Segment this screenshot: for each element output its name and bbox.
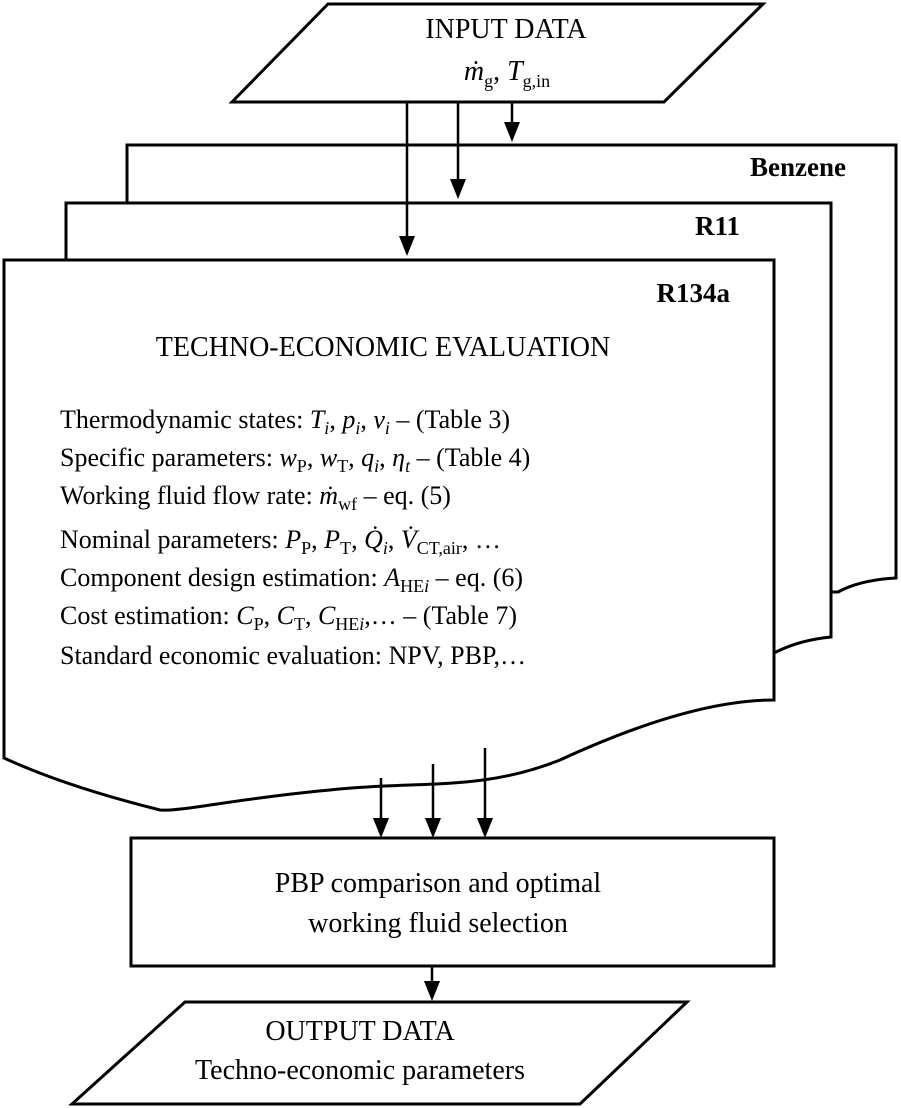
arrow-selection-to-output — [424, 966, 440, 1001]
output-data-title: OUTPUT DATA — [265, 1016, 455, 1047]
r134a-label: R134a — [656, 278, 730, 308]
input-variables: ṁ$_g$, $T_{g,in}$ — [463, 56, 551, 91]
output-data-subtitle: Techno-economic parameters — [195, 1055, 525, 1086]
evaluation-line-specific: Specific parameters: $w_P$, $w_T$, $q_i$, $\eta_t$ – (Table 4) — [60, 443, 531, 476]
r11-label: R11 — [694, 211, 740, 241]
evaluation-heading: TECHNO-ECONOMIC EVALUATION — [155, 332, 611, 363]
selection-line-1: PBP comparison and optimal — [274, 868, 602, 899]
evaluation-line-flowrate: Working fluid flow rate: ṁ$_{wf}$ – eq. (5) — [60, 481, 451, 514]
selection-box — [131, 838, 774, 966]
benzene-label: Benzene — [750, 152, 846, 182]
input-data-title: INPUT DATA — [425, 14, 587, 45]
evaluation-line-design: Component design estimation: $A_{HEi}$ – eq. (6) — [60, 563, 524, 596]
evaluation-line-thermo: Thermodynamic states: $T_i$, $p_i$, $v_i$ – (Table 3) — [60, 405, 511, 438]
evaluation-line-economic: Standard economic evaluation: NPV, PBP,… — [60, 641, 527, 670]
arrow-input-to-benzene — [504, 102, 520, 142]
selection-line-2: working fluid selection — [308, 908, 568, 939]
evaluation-line-nominal: Nominal parameters: $P_P$, $P_T$, $Q̇_i$, $V̇_{CT,air}$, … — [60, 525, 501, 558]
evaluation-line-cost: Cost estimation: $C_P$, $C_T$, $C_{HEi},\dots$ – (Table 7) — [60, 601, 517, 634]
